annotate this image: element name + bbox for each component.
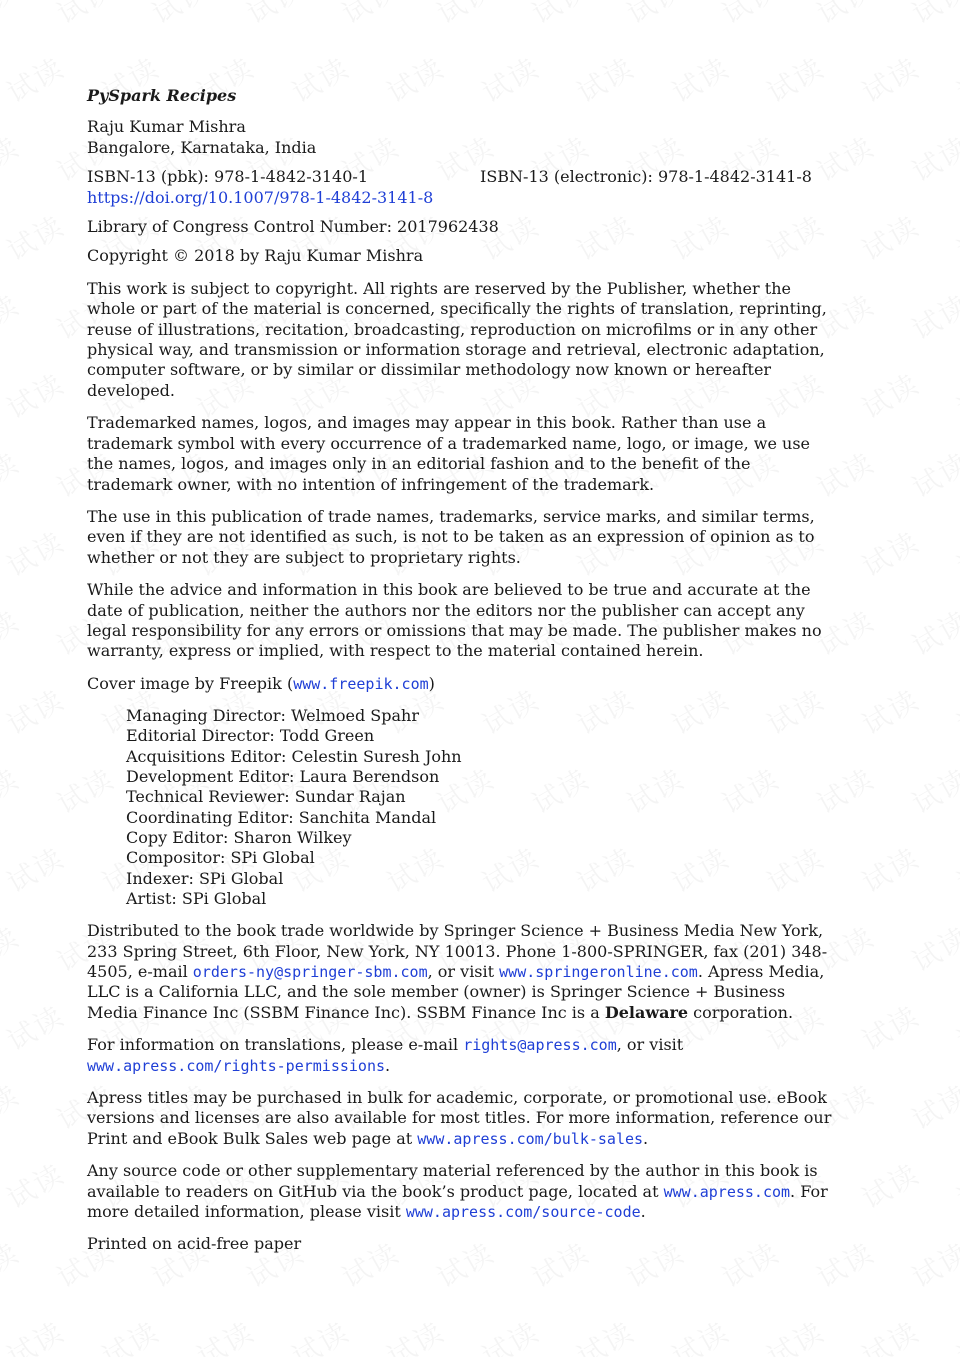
watermark-mark [904, 284, 960, 349]
watermark-mark [0, 126, 26, 191]
watermark-mark [569, 1311, 641, 1357]
source-code-text: . For more detailed information, please visit [87, 1181, 828, 1221]
rights-permissions-link[interactable]: www.apress.com/rights-permissions [87, 1056, 386, 1075]
watermark-mark [904, 916, 960, 981]
credit-item: Copy Editor: Sharon Wilkey [126, 827, 352, 847]
watermark-mark [854, 205, 926, 270]
delaware-bold: Delaware [604, 1002, 689, 1022]
watermark-mark [0, 600, 26, 665]
watermark-mark [949, 837, 960, 902]
disclaimer-paragraph: While the advice and information in this book are believed to be true and accurate at the date of publication, neither the authors nor the editors nor the publisher can accept any legal responsibility for any errors or omissions that may be made. The publisher makes no warranty, express or implied, with respect to the material contained herein. [87, 580, 822, 661]
trade-names-paragraph: The use in this publication of trade names, trademarks, service marks, and similar terms, even if they are not identified as such, is not to be taken as an expression of opinion as to whether or not they are subject to proprietary rights. [87, 506, 815, 567]
author-name: Raju Kumar Mishra [87, 117, 246, 137]
isbn-row [87, 167, 832, 187]
source-code-link[interactable]: www.apress.com/source-code [405, 1203, 641, 1221]
watermark-mark [904, 758, 960, 823]
credit-item: Managing Director: Welmoed Spahr [126, 706, 419, 726]
watermark-mark [0, 521, 71, 586]
watermark-mark [949, 205, 960, 270]
book-title: PySpark Recipes [87, 86, 237, 105]
watermark-mark [904, 600, 960, 665]
watermark-mark [949, 679, 960, 744]
watermark-mark [949, 521, 960, 586]
watermark-mark [904, 442, 960, 507]
credit-item: Editorial Director: Todd Green [126, 726, 375, 746]
watermark-mark [619, 0, 691, 32]
copyright-page [87, 86, 832, 1267]
credit-item: Development Editor: Laura Berendson [126, 767, 440, 787]
translations-text: For information on translations, please e-mail [87, 1035, 464, 1055]
watermark-mark [0, 1153, 71, 1218]
distribution-text: . Apress Media, LLC is a California LLC, and the sole member (owner) is Springer Science + Business Media Finance Inc (SSBM Finance Inc). SSBM Finance Inc is a [87, 961, 825, 1022]
credits-list [126, 706, 832, 909]
rights-email-link[interactable]: rights@apress.com [463, 1036, 617, 1055]
watermark-mark [49, 0, 121, 32]
watermark-mark [379, 1311, 451, 1357]
watermark-mark [904, 0, 960, 32]
watermark-mark [854, 1311, 926, 1357]
watermark-mark [474, 1311, 546, 1357]
lccn: Library of Congress Control Number: 2017962438 [87, 217, 499, 237]
watermark-mark [0, 284, 26, 349]
watermark-mark [0, 1074, 26, 1139]
watermark-mark [0, 363, 71, 428]
freepik-link[interactable]: www.freepik.com [293, 674, 429, 693]
cover-credit [87, 674, 832, 694]
watermark-mark [854, 47, 926, 112]
watermark-mark [809, 0, 881, 32]
watermark-mark [949, 1311, 960, 1357]
cover-credit-suffix: ) [428, 673, 435, 693]
isbn-pbk: ISBN-13 (pbk): 978-1-4842-3140-1 [87, 167, 368, 187]
watermark-mark [854, 363, 926, 428]
orders-email-link[interactable]: orders-ny@springer-sbm.com [192, 962, 428, 981]
trademark-paragraph: Trademarked names, logos, and images may appear in this book. Rather than use a trademark symbol with every occurrence of a trademarked name, logo, or image, we use the names, logos, and images only in an editorial fashion and to the benefit of the trademark owner, with no intention of infringement of the trademark. [87, 413, 811, 494]
cover-credit-prefix: Cover image by Freepik ( [87, 673, 294, 693]
watermark-mark [949, 363, 960, 428]
isbn-block [87, 167, 832, 208]
watermark-mark [94, 1311, 166, 1357]
watermark-mark [0, 758, 26, 823]
apress-link[interactable]: www.apress.com [663, 1182, 791, 1201]
watermark-mark [759, 1311, 831, 1357]
watermark-mark [854, 521, 926, 586]
watermark-mark [0, 47, 71, 112]
watermark-mark [0, 995, 71, 1060]
watermark-mark [949, 1153, 960, 1218]
author-block [87, 117, 832, 158]
credit-item: Indexer: SPi Global [126, 868, 284, 888]
bulk-sales-link[interactable]: www.apress.com/bulk-sales [417, 1129, 644, 1148]
watermark-mark [0, 837, 71, 902]
credit-item: Coordinating Editor: Sanchita Mandal [126, 807, 437, 827]
translations-text: . [385, 1055, 391, 1075]
copyright-notice: This work is subject to copyright. All rights are reserved by the Publisher, whether the whole or part of the material is concerned, specifically the rights of translation, reprinting, reuse of illustrations, recitation, broadcasting, reproduction on microfilms or in any other physical way, and transmission or information storage and retrieval, electronic adaptation, computer software, or by similar or dissimilar methodology now known or hereafter developed. [87, 278, 827, 400]
watermark-mark [239, 0, 311, 32]
watermark-mark [714, 0, 786, 32]
bulk-text: Apress titles may be purchased in bulk for academic, corporate, or promotional use. eBook versions and licenses are also available for most titles. For more information, reference our Print and eBook Bulk Sales web page at [87, 1087, 832, 1148]
source-code-paragraph [87, 1161, 832, 1222]
distribution-paragraph [87, 921, 832, 1023]
watermark-mark [334, 0, 406, 32]
watermark-mark [0, 1232, 26, 1297]
watermark-mark [0, 1311, 71, 1357]
credit-item: Technical Reviewer: Sundar Rajan [126, 787, 406, 807]
watermark-mark [854, 679, 926, 744]
doi-link[interactable]: https://doi.org/10.1007/978-1-4842-3141-8 [87, 187, 434, 207]
copyright-line: Copyright © 2018 by Raju Kumar Mishra [87, 246, 424, 266]
watermark-mark [0, 679, 71, 744]
source-code-text: . [640, 1202, 646, 1221]
distribution-text: , or visit [427, 961, 500, 981]
watermark-mark [0, 916, 26, 981]
watermark-mark [664, 1311, 736, 1357]
watermark-mark [0, 442, 26, 507]
bulk-text: . [643, 1128, 649, 1148]
watermark-mark [189, 1311, 261, 1357]
watermark-mark [0, 205, 71, 270]
springeronline-link[interactable]: www.springeronline.com [499, 962, 698, 981]
watermark-mark [904, 126, 960, 191]
translations-text: , or visit [616, 1035, 684, 1055]
watermark-mark [854, 1153, 926, 1218]
credit-item: Compositor: SPi Global [126, 848, 315, 868]
bulk-sales-paragraph [87, 1088, 832, 1149]
watermark-mark [0, 0, 26, 32]
watermark-mark [524, 0, 596, 32]
distribution-text: corporation. [688, 1002, 794, 1022]
credit-item: Artist: SPi Global [126, 888, 267, 908]
source-code-text: Any source code or other supplementary material referenced by the author in this book is available to readers on GitHub via the book’s product page, located at [87, 1161, 818, 1201]
watermark-mark [949, 47, 960, 112]
watermark-mark [144, 0, 216, 32]
watermark-mark [854, 995, 926, 1060]
isbn-electronic: ISBN-13 (electronic): 978-1-4842-3141-8 [480, 167, 812, 187]
watermark-mark [284, 1311, 356, 1357]
credit-item: Acquisitions Editor: Celestin Suresh John [126, 746, 462, 766]
printed-note: Printed on acid-free paper [87, 1234, 302, 1254]
watermark-mark [949, 995, 960, 1060]
watermark-mark [904, 1074, 960, 1139]
watermark-mark [904, 1232, 960, 1297]
watermark-mark [429, 0, 501, 32]
watermark-mark [854, 837, 926, 902]
translations-paragraph [87, 1035, 832, 1076]
author-location: Bangalore, Karnataka, India [87, 137, 317, 157]
distribution-text: Distributed to the book trade worldwide by Springer Science + Business Media New York, 233 Spring Street, 6th Floor, New York, NY 10013. Phone 1-800-SPRINGER, fax (201) 348-4505, e-mail [87, 921, 828, 981]
